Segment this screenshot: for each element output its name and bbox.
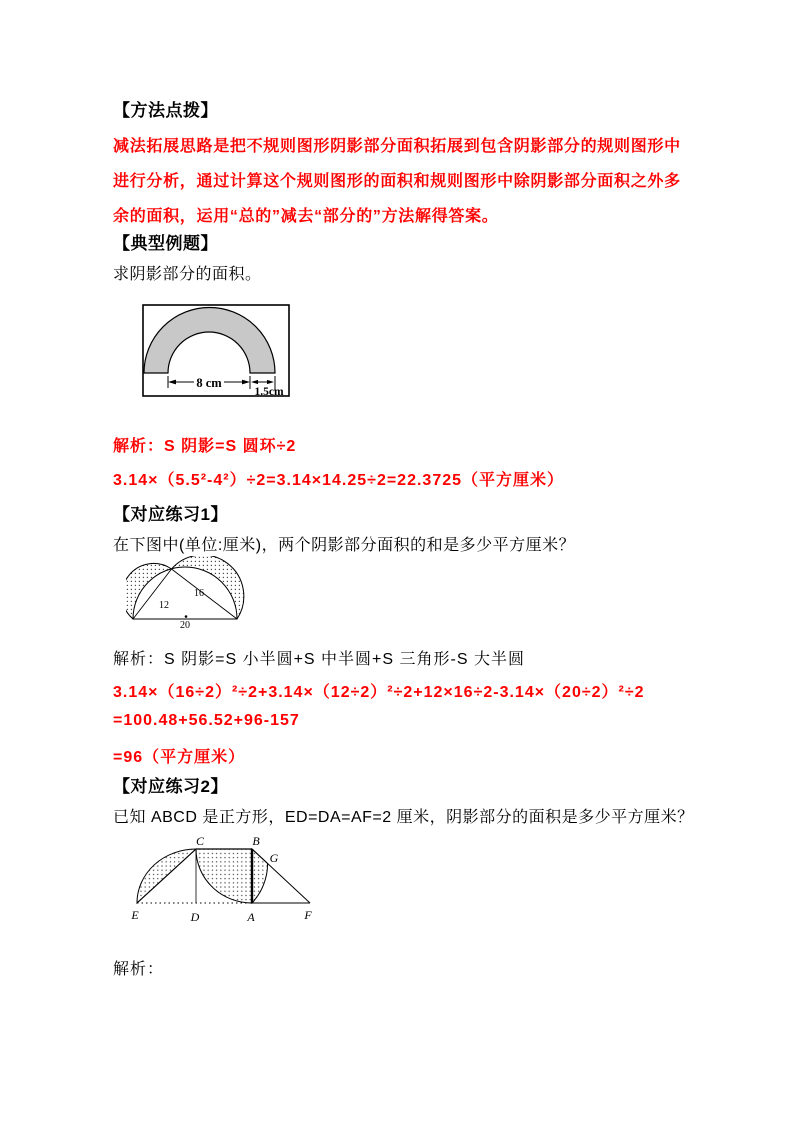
label-B: B <box>252 834 260 848</box>
label-20: 20 <box>180 620 190 631</box>
practice2-figure-square-arcs <box>127 831 319 927</box>
method-body <box>113 129 691 234</box>
example-analysis: 解析：S 阴影=S 圆环÷2 <box>113 438 297 455</box>
label-A: A <box>247 910 255 924</box>
practice2-question: 已知 ABCD 是正方形，ED=DA=AF=2 厘米，阴影部分的面积是多少平方厘米？ <box>113 809 694 826</box>
dim-label-8cm: 8 cm <box>196 376 222 390</box>
curved-triangle-CBA-shaded <box>196 849 252 903</box>
example-figure-annulus <box>142 304 292 399</box>
example-heading: 【典型例题】 <box>113 234 218 253</box>
method-body-line: 进行分析，通过计算这个规则图形的面积和规则图形中除阴影部分面积之外多 <box>113 173 681 190</box>
practice1-analysis: 解析：S 阴影=S 小半圆+S 中半圆+S 三角形-S 大半圆 <box>113 651 525 668</box>
practice1-figure-lunes <box>126 556 246 638</box>
method-body-line: 减法拓展思路是把不规则图形阴影部分面积拓展到包含阴影部分的规则图形中 <box>113 138 681 155</box>
label-F: F <box>304 908 312 922</box>
label-C: C <box>195 834 205 848</box>
label-16: 16 <box>194 588 204 599</box>
practice1-calc-line1: 3.14×（16÷2）²÷2+3.14×（12÷2）²÷2+12×16÷2-3.14×（20÷2）²÷2 <box>113 684 645 701</box>
practice2-heading: 【对应练习2】 <box>113 777 228 796</box>
method-heading: 【方法点拨】 <box>113 101 218 120</box>
method-body-line: 余的面积，运用“总的”减去“部分的”方法解得答案。 <box>113 208 499 225</box>
example-question: 求阴影部分的面积。 <box>113 266 262 283</box>
practice1-calc-line3: =96（平方厘米） <box>113 749 246 766</box>
practice2-analysis: 解析： <box>113 961 165 978</box>
label-G: G <box>269 851 279 865</box>
practice1-heading: 【对应练习1】 <box>113 505 228 524</box>
practice1-calc-line2: =100.48+56.52+96-157 <box>113 712 300 729</box>
sliver-BAG-shaded <box>252 849 268 903</box>
label-D: D <box>190 910 200 924</box>
dim-label-1-5cm: 1.5cm <box>254 386 284 398</box>
label-E: E <box>131 908 139 922</box>
label-12: 12 <box>159 600 169 611</box>
example-calc: 3.14×（5.5²-4²）÷2=3.14×14.25÷2=22.3725（平方厘米） <box>113 472 565 489</box>
practice1-question: 在下图中(单位:厘米)，两个阴影部分面积的和是多少平方厘米？ <box>113 537 576 554</box>
center-dot <box>185 615 188 618</box>
